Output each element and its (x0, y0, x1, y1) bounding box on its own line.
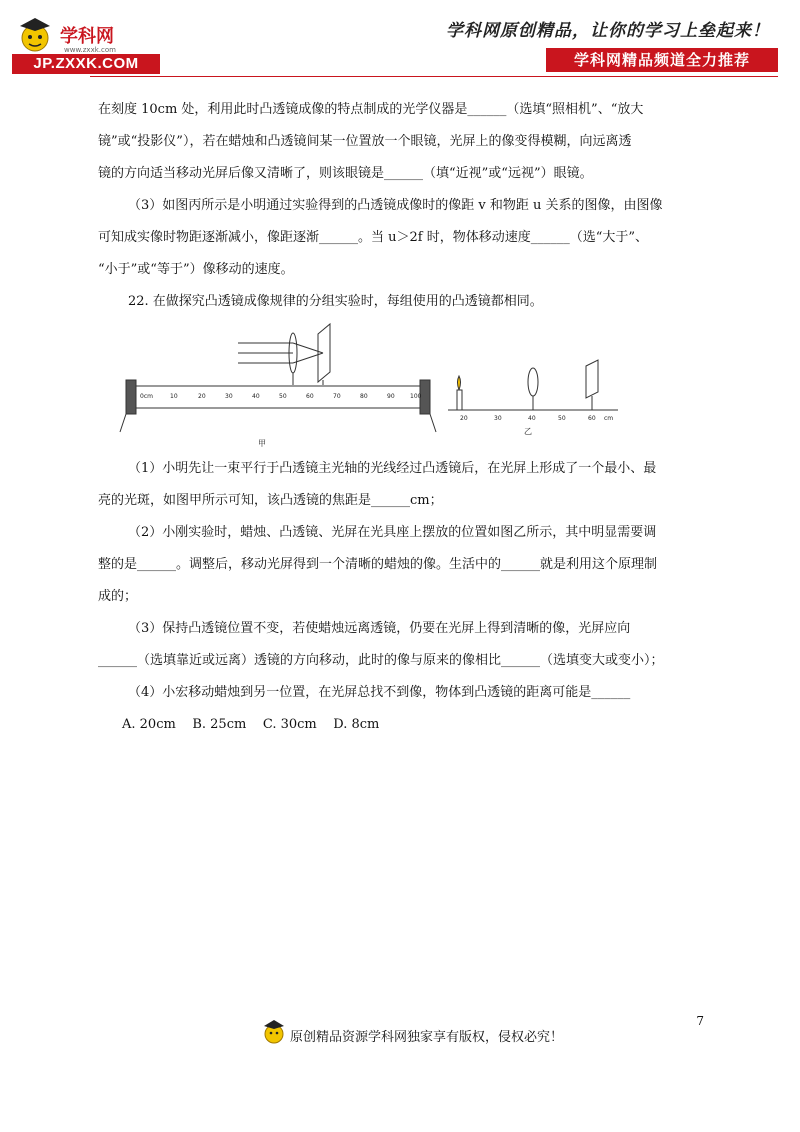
question-22-title: 22. 在做探究凸透镜成像规律的分组实验时，每组使用的凸透镜都相同。 (128, 294, 543, 309)
text-line: （3）保持凸透镜位置不变，若使蜡烛远离透镜，仍要在光屏上得到清晰的像，光屏应向 (128, 621, 631, 636)
text-line: （4）小宏移动蜡烛到另一位置，在光屏总找不到像，物体到凸透镜的距离可能是______ (128, 685, 631, 700)
text-line: ______（选填靠近或远离）透镜的方向移动，此时的像与原来的像相比______（选填变大或变小）； (98, 653, 664, 668)
text-line: 可知成实像时物距逐渐减小，像距逐渐______。当 u＞2f 时，物体移动速度______（选“大于”、 (98, 230, 649, 245)
logo-url: www.zxxk.com (64, 46, 116, 54)
ruler-tick: 50 (279, 393, 287, 400)
ruler-tick: 40 (252, 393, 260, 400)
bench-tick: 60 (588, 415, 596, 422)
page-number: 7 (696, 1014, 704, 1028)
ruler-tick: 90 (387, 393, 395, 400)
text-line: 成的； (98, 589, 138, 604)
ruler-tick: 60 (306, 393, 314, 400)
channel-banner[interactable]: 学科网精品频道全力推荐 (546, 48, 778, 72)
figure-label-jia: 甲 (258, 439, 266, 448)
ruler-tick: 100 (410, 393, 422, 400)
logo-domain: JP.ZXXK.COM (12, 54, 160, 74)
mascot-icon (262, 1018, 286, 1046)
bench-tick: 40 (528, 415, 536, 422)
text-line: 镜的方向适当移动光屏后像又清晰了，则该眼镜是______（填“近视”或“远视”）眼镜。 (98, 166, 593, 181)
text-line: （1）小明先让一束平行于凸透镜主光轴的光线经过凸透镜后，在光屏上形成了一个最小、最 (128, 461, 657, 476)
zxxk-logo[interactable] (12, 14, 160, 74)
ruler-tick: 30 (225, 393, 233, 400)
text-line: 整的是______。调整后，移动光屏得到一个清晰的蜡烛的像。生活中的______就是利用这个原理制 (98, 557, 658, 572)
document-body (98, 94, 702, 741)
mascot-icon (12, 14, 58, 54)
ruler-tick: 80 (360, 393, 368, 400)
text-line: （3）如图丙所示是小明通过实验得到的凸透镜成像时的像距 v 和物距 u 关系的图像，由图像 (128, 198, 663, 213)
ruler-tick: 0cm (140, 393, 153, 400)
figure-yi (448, 320, 648, 450)
bench-tick: cm (604, 415, 614, 422)
ruler-tick: 20 (198, 393, 206, 400)
figure-jia (118, 320, 438, 450)
bench-tick: 30 (494, 415, 502, 422)
logo-text: 学科网 (60, 26, 114, 47)
figure-label-yi: 乙 (524, 427, 532, 436)
header-divider (90, 76, 778, 77)
bench-tick: 20 (460, 415, 468, 422)
figure-area (98, 318, 702, 453)
page-header (0, 0, 800, 80)
text-line: （2）小刚实验时，蜡烛、凸透镜、光屏在光具座上摆放的位置如图乙所示，其中明显需要调 (128, 525, 657, 540)
ruler-tick: 70 (333, 393, 341, 400)
text-line: 镜”或“投影仪”），若在蜡烛和凸透镜间某一位置放一个眼镜，光屏上的像变得模糊，向远离透 (98, 134, 632, 149)
text-line: 在刻度 10cm 处，利用此时凸透镜成像的特点制成的光学仪器是______（选填“照相机”、“放大 (98, 102, 644, 117)
ruler-tick: 10 (170, 393, 178, 400)
text-line: “小于”或“等于”）像移动的速度。 (98, 262, 294, 277)
copyright-notice: 原创精品资源学科网独家享有版权，侵权必究！ (290, 1030, 564, 1045)
answer-options: A. 20cm B. 25cm C. 30cm D. 8cm (122, 717, 380, 732)
text-line: 亮的光斑，如图甲所示可知，该凸透镜的焦距是______cm； (98, 493, 443, 508)
header-slogan: 学科网原创精品，让你的学习上垒起来！ (446, 21, 770, 41)
bench-tick: 50 (558, 415, 566, 422)
